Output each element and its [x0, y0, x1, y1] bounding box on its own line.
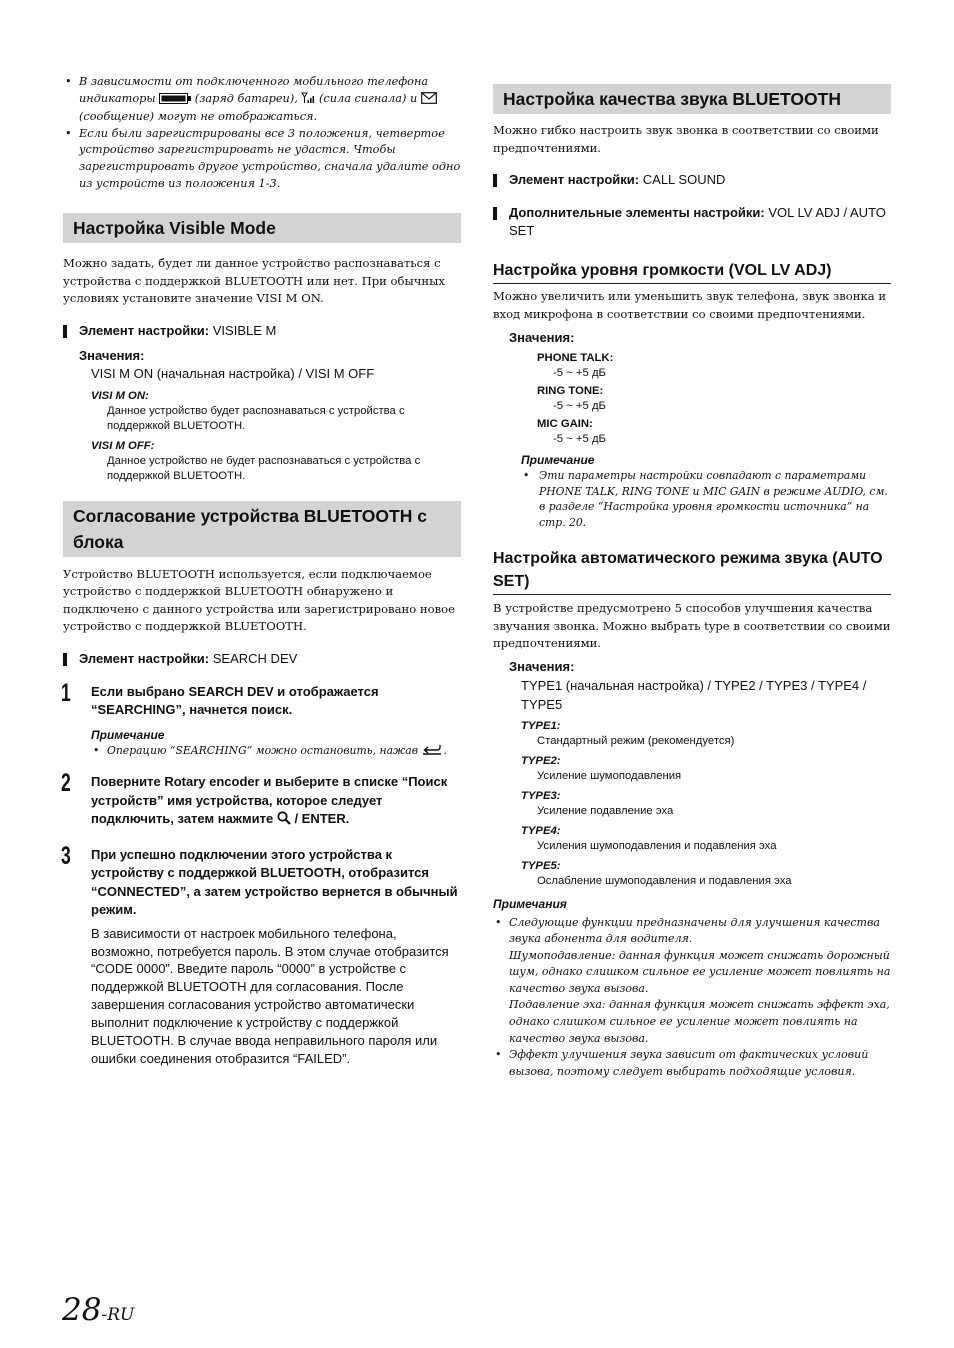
volume-desc: Можно увеличить или уменьшить звук телефона, звук звонка и вход микрофона в соответствии со своими предпочтениями. — [493, 289, 887, 321]
step-3-desc: В зависимости от настроек мобильного телефона, возможно, потребуется пароль. В этом случае отобразится “CODE 0000”. Введите пароль “0000” в устройстве с поддержкой BLUETOOTH для согласования. После завершения согласования устройство автоматически выполнит подключение к устройству с поддержкой BLUETOOTH. В случае ввода неправильного пароля или ошибки соединения отобразится “FAILED”. — [91, 925, 449, 1066]
note-positions: • Если были зарегистрированы все 3 положения, четвертое устройство зарегистрировать не удастся. Чтобы зарегистрировать другое устройство, сначала удалите одно из устройств из положения 1-3. — [65, 126, 461, 190]
marker — [63, 653, 67, 666]
auto-note-1: • Следующие функции предназначены для улучшения качества звука абонента для водителя. Шумоподавление: данная функция может снижать дорожный шум, однако слишком сильное ее усиление может повлиять на качество звука вызова. Подавление эха: данная функция может снижать эффект эха, однако слишком сильное ее усиление может повлиять на качество звука вызова. — [495, 915, 891, 1045]
step-3: 3 При успешно подключении этого устройства к устройству с поддержкой BLUETOOTH, отобразится “CONNECTED”, а затем устройство вернется в обычный режим. В зависимости от настроек мобильного телефона, возможно, потребуется пароль. В этом случае отобразится “CODE 0000”. Введите пароль “0000” в устройстве с поддержкой BLUETOOTH для согласования. После завершения согласования устройство автоматически выполнит подключение к устройству с поддержкой BLUETOOTH. В случае ввода неправильного пароля или ошибки соединения отобразится “FAILED”. — [63, 846, 461, 1068]
auto-set-values: Значения: TYPE1 (начальная настройка) / TYPE2 / TYPE3 / TYPE4 / TYPE5 TYPE1: Стандартный режим (рекомендуется) TYPE2: Усиление шумоподавления TYPE3: Усиление подавление эха TYPE4: Усиления шумоподавления и подавления эха TYPE5: Ослабление шумоподавления и подавления эха — [509, 658, 867, 887]
auto-notes-title: Примечания — [493, 897, 567, 911]
quality-desc: Можно гибко настроить звук звонка в соответствии со своими предпочтениями. — [493, 123, 879, 155]
quality-extra-items: Дополнительные элементы настройки: VOL LV ADJ / AUTO SET — [493, 204, 891, 240]
left-column — [63, 74, 461, 1068]
marker — [63, 325, 67, 338]
volume-note: • Эти параметры настройки совпадают с параметрами PHONE TALK, RING TONE и MIC GAIN в режиме AUDIO, см. в разделе “Настройка уровня громкости источника” на стр. 20. — [523, 469, 888, 529]
top-notes — [63, 74, 461, 192]
pairing-setting-item: Элемент настройки: SEARCH DEV — [63, 650, 461, 668]
section-visible-mode-title: Настройка Visible Mode — [63, 213, 461, 243]
marker — [493, 207, 497, 220]
auto-note-2: • Эффект улучшения звука зависит от фактических условий вызова, поэтому следует выбирать подходящие условия. — [495, 1048, 869, 1078]
pairing-desc: Устройство BLUETOOTH используется, если подключаемое устройство с поддержкой BLUETOOTH обнаружено и подключено с данного устройства или зарегистрировано новое устройство с поддержкой BLUETOOTH. — [63, 566, 455, 634]
section-pairing-title: Согласование устройства BLUETOOTH с блока — [63, 501, 461, 557]
quality-setting-item: Элемент настройки: CALL SOUND — [493, 171, 891, 189]
marker — [493, 174, 497, 187]
auto-set-title: Настройка автоматического режима звука (AUTO SET) — [493, 547, 891, 595]
message-icon — [421, 92, 437, 110]
right-column — [493, 84, 891, 1080]
signal-icon — [301, 92, 315, 110]
volume-title: Настройка уровня громкости (VOL LV ADJ) — [493, 259, 891, 284]
auto-set-desc: В устройстве предусмотрено 5 способов улучшения качества звучания звонка. Можно выбрать type в соответствии со своими предпочтениями. — [493, 601, 891, 650]
back-icon — [421, 744, 443, 761]
section-quality-title: Настройка качества звука BLUETOOTH — [493, 84, 891, 114]
note-indicators: • В зависимости от подключенного мобильного телефона индикаторы (заряд батареи), (сила сигнала) и (сообщение) могут не отображаться. — [63, 74, 461, 126]
visible-mode-desc: Можно задать, будет ли данное устройство распознаваться с устройства с поддержкой BLUETOOTH или нет. При обычных условиях установите значение VISI M ON. — [63, 256, 445, 306]
auto-notes — [493, 915, 891, 1081]
step-1-note: • Операцию “SEARCHING” можно остановить, нажав . — [91, 743, 461, 761]
step-2: 2 Поверните Rotary encoder и выберите в списке “Поиск устройств” имя устройства, которое следует подключить, затем нажмите / ENTER. — [63, 773, 461, 831]
search-icon — [277, 811, 291, 831]
volume-values: Значения: PHONE TALK: -5 ~ +5 дБ RING TONE: -5 ~ +5 дБ MIC GAIN: -5 ~ +5 дБ Примечание • Эти параметры настройки совпадают с параметрами PHONE TALK, RING TONE и MIC GAIN в режиме AUDIO, см. в разделе “Настройка уровня громкости источника” на стр. 20. — [493, 329, 891, 530]
step-1: 1 Если выбрано SEARCH DEV и отображается “SEARCHING”, начнется поиск. Примечание • Операцию “SEARCHING” можно остановить, нажав . — [63, 683, 461, 762]
visible-mode-setting-item: Элемент настройки: VISIBLE M — [63, 322, 461, 340]
battery-icon — [159, 93, 191, 110]
page-number: 28-RU — [62, 1292, 135, 1328]
visible-mode-values: Значения: VISI M ON (начальная настройка) / VISI M OFF VISI M ON: Данное устройство будет распознаваться с устройства с поддержкой BLUETOOTH. VISI M OFF: Данное устройство не будет распознаваться с устройства с поддержкой BLUETOOTH. — [79, 347, 421, 482]
